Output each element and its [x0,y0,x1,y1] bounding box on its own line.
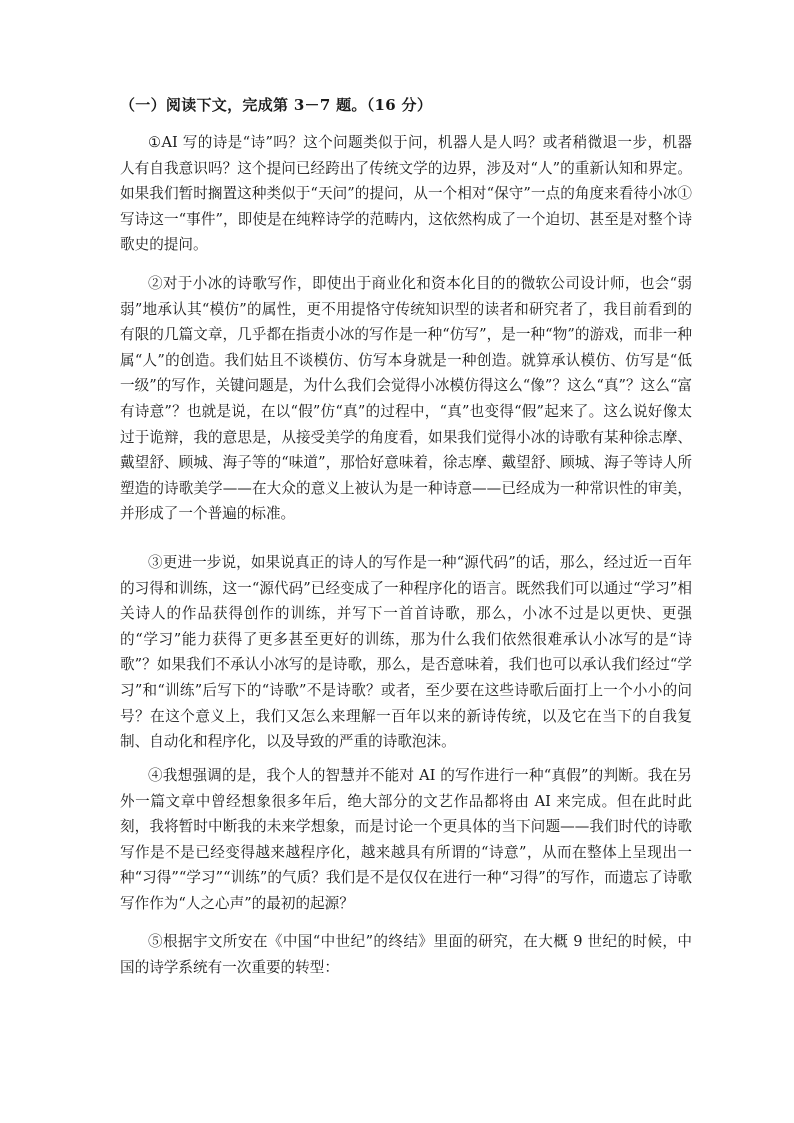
paragraph-2 [120,271,692,527]
paragraph-text: ③更进一步说，如果说真正的诗人的写作是一种“源代码”的话，那么，经过近一百年的习得和训练，这一“源代码”已经变成了一种程序化的语言。既然我们可以通过“学习”相关诗人的作品获得创作的训练，并写下一首首诗歌，那么，小冰不过是以更快、更强的“学习”能力获得了更多甚至更好的训练，那为什么我们依然很难承认小冰写的是“诗歌”？如果我们不承认小冰写的是诗歌，那么，是否意味着，我们也可以承认我们经过“学习”和“训练”后写下的“诗歌”不是诗歌？或者，至少要在这些诗歌后面打上一个小小的问号？在这个意义上，我们又怎么来理解一百年以来的新诗传统，以及它在当下的自我复制、自动化和程序化，以及导致的严重的诗歌泡沫。 [120,554,692,751]
paragraph-1 [120,130,692,258]
paragraph-4 [120,763,692,917]
paragraph-3 [120,550,692,755]
paragraph-text: ②对于小冰的诗歌写作，即使出于商业化和资本化目的的微软公司设计师，也会“弱弱”地承认其“模仿”的属性，更不用提恪守传统知识型的读者和研究者了，我目前看到的有限的几篇文章，几乎都在指责小冰的写作是一种“仿写”，是一种“物”的游戏，而非一种属“人”的创造。我们姑且不谈模仿、仿写本身就是一种创造。就算承认模仿、仿写是“低一级”的写作，关键问题是，为什么我们会觉得小冰模仿得这么“像”？这么“真”？这么“富有诗意”？也就是说，在以“假”仿“真”的过程中，“真”也变得“假”起来了。这么说好像太过于诡辩，我的意思是，从接受美学的角度看，如果我们觉得小冰的诗歌有某种徐志摩、戴望舒、顾城、海子等的“味道”，那恰好意味着，徐志摩、戴望舒、顾城、海子等诗人所塑造的诗歌美学——在大众的意义上被认为是一种诗意——已经成为一种常识性的审美，并形成了一个普遍的标准。 [120,275,692,523]
paragraph-text: ④我想强调的是，我个人的智慧并不能对 AI 的写作进行一种“真假”的判断。我在另外一篇文章中曾经想象很多年后，绝大部分的文艺作品都将由 AI 来完成。但在此时此刻，我将暂时中断我的未来学想象，而是讨论一个更具体的当下问题——我们时代的诗歌写作是不是已经变得越来越程序化，越来越具有所谓的“诗意”，从而在整体上呈现出一种“习得”“学习”“训练”的气质？我们是不是仅仅在进行一种“习得”的写作，而遗忘了诗歌写作作为“人之心声”的最初的起源？ [120,767,692,912]
paragraph-text: ⑤根据宇文所安在《中国“中世纪”的终结》里面的研究，在大概 9 世纪的时候，中国的诗学系统有一次重要的转型： [120,933,692,976]
paragraph-5 [120,929,692,980]
paragraph-text: ①AI 写的诗是“诗”吗？这个问题类似于问，机器人是人吗？或者稍微退一步，机器人有自我意识吗？这个提问已经跨出了传统文学的边界，涉及对“人”的重新认知和界定。如果我们暂时搁置这种类似于“天问”的提问，从一个相对“保守”一点的角度来看待小冰①写诗这一“事件”，即使是在纯粹诗学的范畴内，这依然构成了一个迫切、甚至是对整个诗歌史的提问。 [120,134,692,254]
section-heading: （一）阅读下文，完成第 3－7 题。（16 分） [120,96,433,114]
